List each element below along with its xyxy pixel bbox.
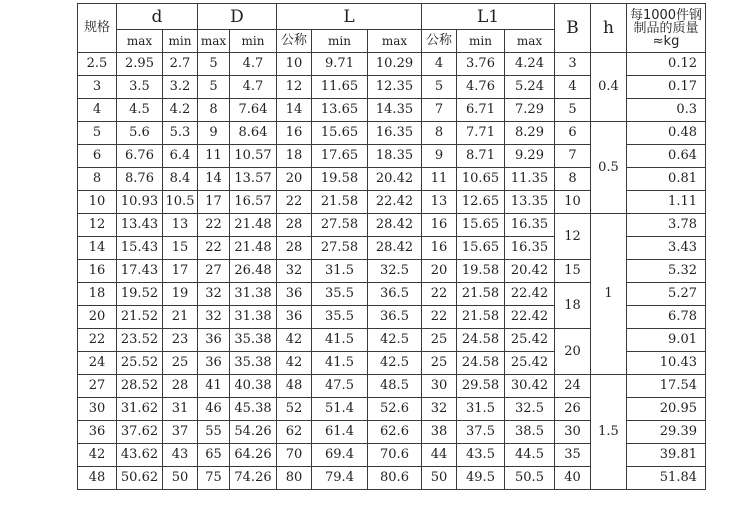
cell-l-nom: 12 xyxy=(277,76,312,99)
cell-l1-max: 22.42 xyxy=(505,283,555,306)
cell-l1-min: 15.65 xyxy=(457,237,505,260)
cell-weight: 39.81 xyxy=(627,444,706,467)
cell-l1-min: 37.5 xyxy=(457,421,505,444)
cell-d-max: 19.52 xyxy=(117,283,163,306)
cell-d-min: 5.3 xyxy=(163,122,198,145)
cell-d-max: 22 xyxy=(198,214,230,237)
cell-weight: 0.64 xyxy=(627,145,706,168)
cell-l-min: 21.58 xyxy=(312,191,368,214)
cell-l1-max: 8.29 xyxy=(505,122,555,145)
header-spec: 规格 xyxy=(78,4,117,53)
table-row xyxy=(78,53,706,76)
cell-l1-min: 24.58 xyxy=(457,352,505,375)
cell-l-nom: 14 xyxy=(277,99,312,122)
cell-d-min: 15 xyxy=(163,237,198,260)
cell-l-min: 51.4 xyxy=(312,398,368,421)
header-L1: L1 xyxy=(422,4,555,30)
subheader-D-max: max xyxy=(198,30,230,53)
cell-d-max: 5 xyxy=(198,76,230,99)
cell-l1-min: 3.76 xyxy=(457,53,505,76)
cell-l-max: 22.42 xyxy=(368,191,422,214)
cell-l1-max: 9.29 xyxy=(505,145,555,168)
cell-l1-nom: 22 xyxy=(422,283,457,306)
cell-l-max: 32.5 xyxy=(368,260,422,283)
cell-d-max: 5 xyxy=(198,53,230,76)
cell-weight: 0.3 xyxy=(627,99,706,122)
cell-l-max: 10.29 xyxy=(368,53,422,76)
cell-b: 7 xyxy=(555,145,591,168)
cell-d-min: 28 xyxy=(163,375,198,398)
cell-l-max: 70.6 xyxy=(368,444,422,467)
cell-d-max: 55 xyxy=(198,421,230,444)
cell-l-nom: 16 xyxy=(277,122,312,145)
cell-b: 35 xyxy=(555,444,591,467)
cell-l1-nom: 11 xyxy=(422,168,457,191)
cell-d-max: 2.95 xyxy=(117,53,163,76)
cell-d-min: 21.48 xyxy=(230,237,277,260)
table-row xyxy=(78,214,706,237)
cell-d-max: 23.52 xyxy=(117,329,163,352)
cell-spec: 16 xyxy=(78,260,117,283)
cell-d-min: 10.57 xyxy=(230,145,277,168)
cell-d-max: 14 xyxy=(198,168,230,191)
cell-b: 8 xyxy=(555,168,591,191)
cell-d-min: 40.38 xyxy=(230,375,277,398)
cell-b: 4 xyxy=(555,76,591,99)
cell-weight: 0.48 xyxy=(627,122,706,145)
cell-d-min: 8.4 xyxy=(163,168,198,191)
cell-l1-max: 25.42 xyxy=(505,329,555,352)
cell-l-max: 18.35 xyxy=(368,145,422,168)
subheader-L1-nominal: 公称 xyxy=(422,30,457,53)
cell-b: 24 xyxy=(555,375,591,398)
cell-spec: 24 xyxy=(78,352,117,375)
cell-l1-nom: 38 xyxy=(422,421,457,444)
table-row xyxy=(78,122,706,145)
cell-d-max: 9 xyxy=(198,122,230,145)
cell-weight: 29.39 xyxy=(627,421,706,444)
table-body xyxy=(78,53,706,490)
cell-d-max: 31.62 xyxy=(117,398,163,421)
cell-l-max: 42.5 xyxy=(368,329,422,352)
header-L: L xyxy=(277,4,422,30)
cell-l-max: 12.35 xyxy=(368,76,422,99)
cell-d-min: 21 xyxy=(163,306,198,329)
cell-spec: 22 xyxy=(78,329,117,352)
cell-d-min: 17 xyxy=(163,260,198,283)
cell-d-max: 41 xyxy=(198,375,230,398)
cell-l1-min: 24.58 xyxy=(457,329,505,352)
cell-weight: 10.43 xyxy=(627,352,706,375)
cell-d-max: 36 xyxy=(198,329,230,352)
cell-d-max: 50.62 xyxy=(117,467,163,490)
cell-b: 15 xyxy=(555,260,591,283)
cell-l1-nom: 30 xyxy=(422,375,457,398)
cell-l1-max: 38.5 xyxy=(505,421,555,444)
cell-l1-min: 49.5 xyxy=(457,467,505,490)
cell-b: 12 xyxy=(555,214,591,260)
cell-l1-min: 4.76 xyxy=(457,76,505,99)
cell-l-max: 28.42 xyxy=(368,237,422,260)
cell-d-max: 65 xyxy=(198,444,230,467)
cell-weight: 0.81 xyxy=(627,168,706,191)
cell-h: 1.5 xyxy=(591,375,627,490)
cell-d-min: 6.4 xyxy=(163,145,198,168)
cell-d-min: 3.2 xyxy=(163,76,198,99)
subheader-L1-min: min xyxy=(457,30,505,53)
cell-l-nom: 18 xyxy=(277,145,312,168)
cell-l1-max: 44.5 xyxy=(505,444,555,467)
cell-d-max: 15.43 xyxy=(117,237,163,260)
cell-weight: 3.78 xyxy=(627,214,706,237)
cell-d-min: 8.64 xyxy=(230,122,277,145)
header-h: h xyxy=(591,4,627,53)
cell-d-max: 6.76 xyxy=(117,145,163,168)
cell-l-max: 36.5 xyxy=(368,306,422,329)
cell-l-max: 28.42 xyxy=(368,214,422,237)
cell-l-max: 20.42 xyxy=(368,168,422,191)
cell-l1-max: 32.5 xyxy=(505,398,555,421)
cell-l-min: 31.5 xyxy=(312,260,368,283)
cell-l1-max: 22.42 xyxy=(505,306,555,329)
cell-l1-min: 31.5 xyxy=(457,398,505,421)
cell-l1-nom: 22 xyxy=(422,306,457,329)
cell-d-min: 23 xyxy=(163,329,198,352)
cell-spec: 2.5 xyxy=(78,53,117,76)
subheader-L1-max: max xyxy=(505,30,555,53)
cell-l1-max: 50.5 xyxy=(505,467,555,490)
cell-spec: 10 xyxy=(78,191,117,214)
cell-l-nom: 32 xyxy=(277,260,312,283)
cell-l1-nom: 16 xyxy=(422,214,457,237)
cell-l-nom: 70 xyxy=(277,444,312,467)
cell-d-max: 32 xyxy=(198,306,230,329)
header-B: B xyxy=(555,4,591,53)
cell-l-min: 15.65 xyxy=(312,122,368,145)
cell-d-min: 35.38 xyxy=(230,352,277,375)
cell-weight: 0.17 xyxy=(627,76,706,99)
cell-spec: 4 xyxy=(78,99,117,122)
cell-d-min: 54.26 xyxy=(230,421,277,444)
cell-h: 1 xyxy=(591,214,627,375)
cell-l1-max: 4.24 xyxy=(505,53,555,76)
cell-l-nom: 62 xyxy=(277,421,312,444)
cell-d-min: 31.38 xyxy=(230,306,277,329)
cell-l1-max: 30.42 xyxy=(505,375,555,398)
cell-weight: 6.78 xyxy=(627,306,706,329)
header-D: D xyxy=(198,4,277,30)
cell-d-max: 43.62 xyxy=(117,444,163,467)
cell-d-max: 21.52 xyxy=(117,306,163,329)
cell-weight: 5.32 xyxy=(627,260,706,283)
cell-l-nom: 28 xyxy=(277,237,312,260)
cell-d-min: 50 xyxy=(163,467,198,490)
cell-d-min: 4.7 xyxy=(230,76,277,99)
cell-l-min: 41.5 xyxy=(312,329,368,352)
cell-l-max: 16.35 xyxy=(368,122,422,145)
cell-l1-max: 16.35 xyxy=(505,214,555,237)
cell-d-min: 21.48 xyxy=(230,214,277,237)
cell-h: 0.4 xyxy=(591,53,627,122)
cell-l-max: 52.6 xyxy=(368,398,422,421)
cell-l-min: 47.5 xyxy=(312,375,368,398)
cell-d-max: 22 xyxy=(198,237,230,260)
cell-d-min: 31.38 xyxy=(230,283,277,306)
cell-l-min: 19.58 xyxy=(312,168,368,191)
cell-l1-min: 29.58 xyxy=(457,375,505,398)
cell-d-max: 17 xyxy=(198,191,230,214)
cell-d-min: 43 xyxy=(163,444,198,467)
cell-l-nom: 22 xyxy=(277,191,312,214)
cell-d-min: 2.7 xyxy=(163,53,198,76)
cell-l-max: 14.35 xyxy=(368,99,422,122)
cell-l1-min: 19.58 xyxy=(457,260,505,283)
cell-d-min: 31 xyxy=(163,398,198,421)
cell-d-max: 28.52 xyxy=(117,375,163,398)
cell-spec: 30 xyxy=(78,398,117,421)
cell-l-max: 62.6 xyxy=(368,421,422,444)
cell-spec: 20 xyxy=(78,306,117,329)
cell-weight: 5.27 xyxy=(627,283,706,306)
subheader-L-nominal: 公称 xyxy=(277,30,312,53)
cell-d-min: 35.38 xyxy=(230,329,277,352)
cell-d-max: 10.93 xyxy=(117,191,163,214)
cell-l-max: 80.6 xyxy=(368,467,422,490)
cell-d-min: 74.26 xyxy=(230,467,277,490)
cell-weight: 20.95 xyxy=(627,398,706,421)
cell-weight: 51.84 xyxy=(627,467,706,490)
cell-spec: 3 xyxy=(78,76,117,99)
cell-spec: 48 xyxy=(78,467,117,490)
cell-l1-min: 6.71 xyxy=(457,99,505,122)
cell-b: 40 xyxy=(555,467,591,490)
cell-d-min: 4.7 xyxy=(230,53,277,76)
header-d: d xyxy=(117,4,198,30)
cell-l1-nom: 50 xyxy=(422,467,457,490)
cell-l1-max: 5.24 xyxy=(505,76,555,99)
cell-l-min: 61.4 xyxy=(312,421,368,444)
cell-l1-nom: 25 xyxy=(422,329,457,352)
cell-d-max: 46 xyxy=(198,398,230,421)
cell-d-max: 8 xyxy=(198,99,230,122)
cell-l1-nom: 32 xyxy=(422,398,457,421)
cell-l1-max: 20.42 xyxy=(505,260,555,283)
cell-d-max: 32 xyxy=(198,283,230,306)
cell-l-max: 48.5 xyxy=(368,375,422,398)
cell-l1-nom: 7 xyxy=(422,99,457,122)
subheader-L-max: max xyxy=(368,30,422,53)
cell-b: 10 xyxy=(555,191,591,214)
cell-weight: 1.11 xyxy=(627,191,706,214)
cell-l-min: 11.65 xyxy=(312,76,368,99)
cell-d-min: 10.5 xyxy=(163,191,198,214)
cell-b: 20 xyxy=(555,329,591,375)
subheader-L-min: min xyxy=(312,30,368,53)
cell-l-min: 35.5 xyxy=(312,306,368,329)
cell-l-min: 69.4 xyxy=(312,444,368,467)
cell-l1-nom: 25 xyxy=(422,352,457,375)
cell-l-min: 13.65 xyxy=(312,99,368,122)
spec-table xyxy=(77,3,706,490)
cell-d-min: 37 xyxy=(163,421,198,444)
header-weight-line3: ≈kg xyxy=(652,33,680,49)
cell-d-max: 13.43 xyxy=(117,214,163,237)
cell-d-max: 5.6 xyxy=(117,122,163,145)
cell-d-max: 17.43 xyxy=(117,260,163,283)
cell-d-max: 27 xyxy=(198,260,230,283)
cell-b: 3 xyxy=(555,53,591,76)
cell-l-nom: 48 xyxy=(277,375,312,398)
cell-l-nom: 28 xyxy=(277,214,312,237)
cell-d-max: 36 xyxy=(198,352,230,375)
header-weight-line2: 制品的质量 xyxy=(633,20,699,36)
cell-l1-max: 7.29 xyxy=(505,99,555,122)
cell-l-nom: 20 xyxy=(277,168,312,191)
cell-d-min: 4.2 xyxy=(163,99,198,122)
cell-l1-min: 12.65 xyxy=(457,191,505,214)
cell-l-max: 42.5 xyxy=(368,352,422,375)
cell-d-min: 25 xyxy=(163,352,198,375)
cell-l-min: 79.4 xyxy=(312,467,368,490)
cell-d-max: 11 xyxy=(198,145,230,168)
cell-d-max: 3.5 xyxy=(117,76,163,99)
header-weight-line1: 每1000件钢 xyxy=(629,7,703,23)
cell-l-min: 35.5 xyxy=(312,283,368,306)
cell-spec: 18 xyxy=(78,283,117,306)
cell-l1-nom: 13 xyxy=(422,191,457,214)
cell-l-min: 27.58 xyxy=(312,237,368,260)
cell-l1-nom: 9 xyxy=(422,145,457,168)
cell-l1-nom: 16 xyxy=(422,237,457,260)
cell-d-min: 13.57 xyxy=(230,168,277,191)
cell-l1-min: 21.58 xyxy=(457,306,505,329)
cell-l-nom: 80 xyxy=(277,467,312,490)
cell-d-max: 37.62 xyxy=(117,421,163,444)
cell-d-min: 19 xyxy=(163,283,198,306)
cell-spec: 42 xyxy=(78,444,117,467)
cell-spec: 5 xyxy=(78,122,117,145)
cell-l1-max: 25.42 xyxy=(505,352,555,375)
header-weight xyxy=(627,4,706,53)
cell-weight: 0.12 xyxy=(627,53,706,76)
cell-b: 5 xyxy=(555,99,591,122)
subheader-d-max: max xyxy=(117,30,163,53)
cell-l-nom: 42 xyxy=(277,352,312,375)
cell-d-min: 13 xyxy=(163,214,198,237)
cell-d-max: 75 xyxy=(198,467,230,490)
cell-b: 18 xyxy=(555,283,591,329)
subheader-d-min: min xyxy=(163,30,198,53)
cell-spec: 27 xyxy=(78,375,117,398)
cell-spec: 6 xyxy=(78,145,117,168)
cell-spec: 36 xyxy=(78,421,117,444)
cell-l1-min: 10.65 xyxy=(457,168,505,191)
cell-d-min: 7.64 xyxy=(230,99,277,122)
cell-l1-max: 16.35 xyxy=(505,237,555,260)
subheader-D-min: min xyxy=(230,30,277,53)
table-row xyxy=(78,375,706,398)
cell-l-min: 17.65 xyxy=(312,145,368,168)
cell-d-max: 4.5 xyxy=(117,99,163,122)
cell-l1-nom: 4 xyxy=(422,53,457,76)
cell-d-min: 16.57 xyxy=(230,191,277,214)
cell-l-nom: 10 xyxy=(277,53,312,76)
cell-l1-nom: 44 xyxy=(422,444,457,467)
cell-l-min: 41.5 xyxy=(312,352,368,375)
cell-d-max: 8.76 xyxy=(117,168,163,191)
cell-l1-nom: 20 xyxy=(422,260,457,283)
cell-l1-nom: 8 xyxy=(422,122,457,145)
cell-l-nom: 36 xyxy=(277,306,312,329)
cell-spec: 12 xyxy=(78,214,117,237)
cell-b: 30 xyxy=(555,421,591,444)
cell-b: 6 xyxy=(555,122,591,145)
cell-weight: 3.43 xyxy=(627,237,706,260)
cell-l1-min: 8.71 xyxy=(457,145,505,168)
cell-spec: 8 xyxy=(78,168,117,191)
cell-d-min: 64.26 xyxy=(230,444,277,467)
cell-weight: 9.01 xyxy=(627,329,706,352)
cell-l-nom: 52 xyxy=(277,398,312,421)
cell-l1-min: 7.71 xyxy=(457,122,505,145)
cell-d-max: 25.52 xyxy=(117,352,163,375)
cell-d-min: 45.38 xyxy=(230,398,277,421)
cell-l1-max: 11.35 xyxy=(505,168,555,191)
cell-l1-max: 13.35 xyxy=(505,191,555,214)
cell-l-min: 27.58 xyxy=(312,214,368,237)
cell-b: 26 xyxy=(555,398,591,421)
cell-weight: 17.54 xyxy=(627,375,706,398)
cell-l1-nom: 5 xyxy=(422,76,457,99)
cell-h: 0.5 xyxy=(591,122,627,214)
cell-l-max: 36.5 xyxy=(368,283,422,306)
cell-l-nom: 36 xyxy=(277,283,312,306)
cell-l1-min: 43.5 xyxy=(457,444,505,467)
cell-d-min: 26.48 xyxy=(230,260,277,283)
cell-l-min: 9.71 xyxy=(312,53,368,76)
cell-l1-min: 15.65 xyxy=(457,214,505,237)
cell-l-nom: 42 xyxy=(277,329,312,352)
cell-spec: 14 xyxy=(78,237,117,260)
cell-l1-min: 21.58 xyxy=(457,283,505,306)
